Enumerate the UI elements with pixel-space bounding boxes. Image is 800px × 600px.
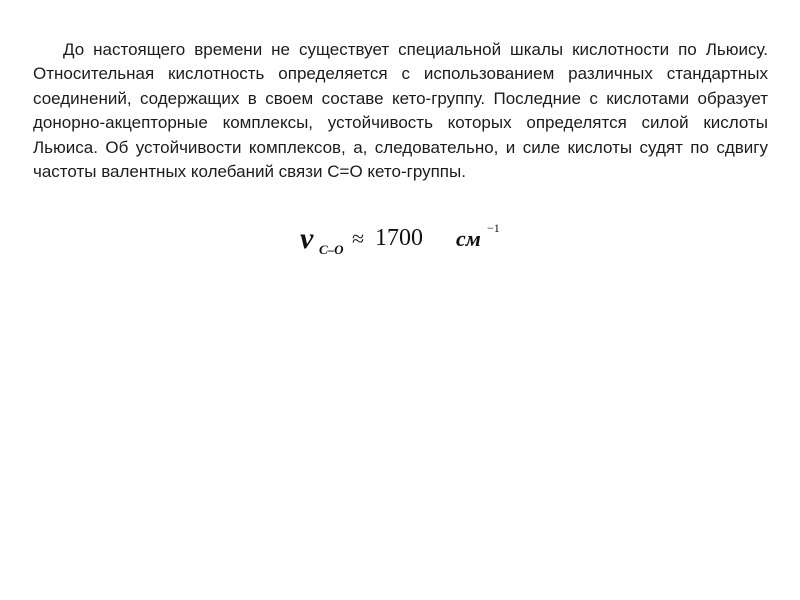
formula-symbol: ν xyxy=(300,222,314,255)
formula-value: 1700 xyxy=(375,225,423,251)
formula-relation: ≈ xyxy=(352,226,365,251)
ir-frequency-formula xyxy=(298,222,558,262)
body-paragraph: До настоящего времени не существует специальной шкалы кислотности по Льюису. Относительная кислотность определяется с использованием различных стандартных соединений, содержащих в своем составе кето-группу. Последние с кислотами образует донорно-акцепторные комплексы, устойчивость которых определятся силой кислоты Льюиса. Об устойчивости комплексов, а, следовательно, и силе кислоты судят по сдвигу частоты валентных колебаний связи С=О кето-группы. xyxy=(33,40,768,182)
formula-subscript: C–O xyxy=(319,242,344,257)
formula-exponent: −1 xyxy=(487,221,500,235)
formula-unit: см xyxy=(456,226,481,251)
